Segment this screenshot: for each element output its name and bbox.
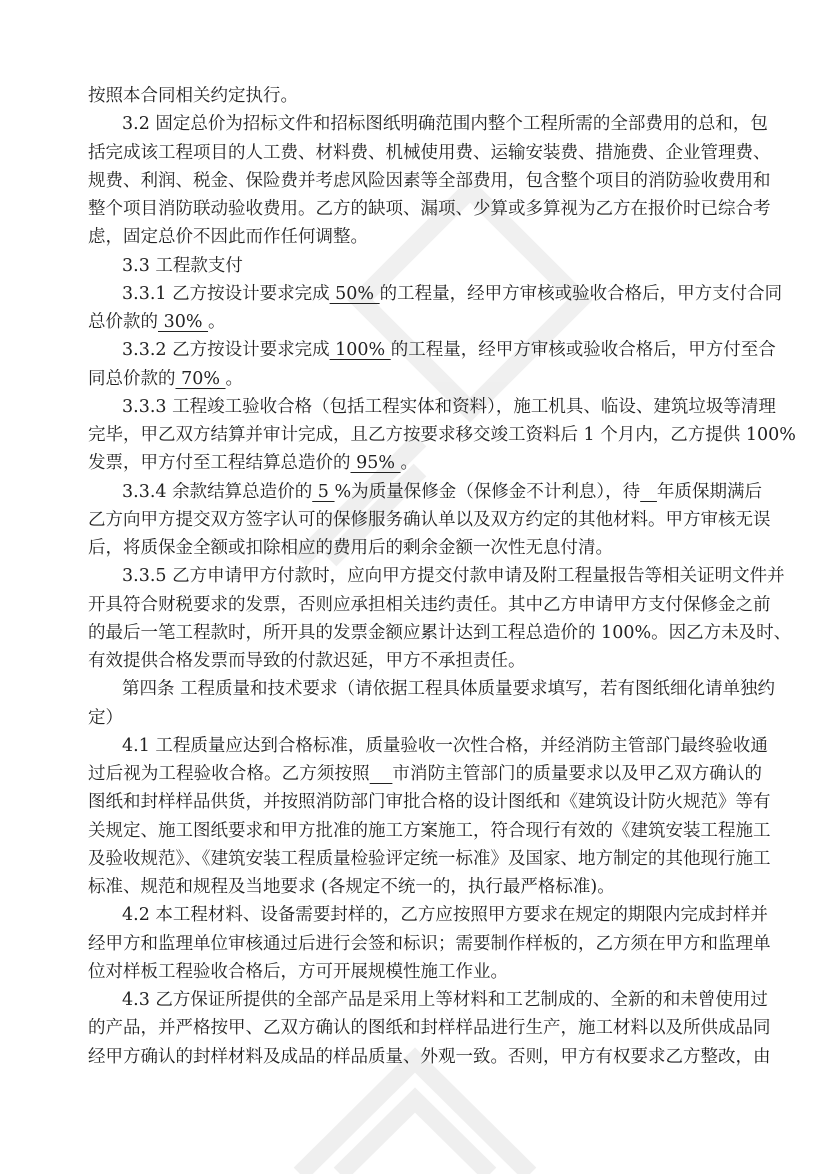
fill-in-blank: 95% xyxy=(350,453,401,474)
text-line xyxy=(88,167,771,195)
text-line xyxy=(88,1014,771,1042)
text-line xyxy=(88,788,771,816)
text-line xyxy=(88,873,762,901)
fill-in-blank: 50% xyxy=(329,283,380,304)
text-segment: 3.3.3 工程竣工验收合格（包括工程实体和资料），施工机具、临设、建筑垃圾等清理 xyxy=(122,396,776,417)
paragraph xyxy=(88,901,771,986)
text-line xyxy=(88,760,762,788)
text-line xyxy=(88,647,762,675)
text-segment: 经甲方和监理单位审核通过后进行会签和标识；需要制作样板的，乙方须在甲方和监理单 xyxy=(88,933,771,954)
text-line xyxy=(88,336,776,364)
paragraph xyxy=(88,336,776,393)
text-line xyxy=(88,195,771,223)
text-line xyxy=(88,986,768,1014)
paragraph xyxy=(88,986,771,1071)
text-segment: 3.2 固定总价为招标文件和招标图纸明确范围内整个工程所需的全部费用的总和，包 xyxy=(122,114,768,135)
text-line xyxy=(88,506,771,534)
text-segment: 。 xyxy=(208,312,226,332)
fill-in-blank: 100% xyxy=(329,340,391,361)
text-segment: 同总价款的 xyxy=(88,368,176,389)
fill-in-blank xyxy=(640,482,657,502)
text-segment: 的工程量，经甲方审核或验收合格后，甲方付至合 xyxy=(390,340,776,361)
fill-in-blank xyxy=(370,764,393,784)
paragraph xyxy=(88,110,771,251)
text-line xyxy=(88,393,776,421)
text-segment: 开具符合财税要求的发票，否则应承担相关违约责任。其中乙方申请甲方支付保修金之前 xyxy=(88,594,771,615)
text-segment: 发票，甲方付至工程结算总造价的 xyxy=(88,453,351,474)
text-line xyxy=(88,365,762,393)
text-segment: 市消防主管部门的质量要求以及甲乙双方确认的 xyxy=(392,764,763,784)
text-line xyxy=(88,478,762,506)
text-segment: 按照本合同相关约定执行。 xyxy=(88,86,298,106)
text-line xyxy=(88,930,771,958)
text-line xyxy=(88,1043,771,1071)
text-segment: 总价款的 xyxy=(88,312,158,332)
text-segment: 。 xyxy=(225,368,244,389)
text-line xyxy=(88,82,762,110)
text-line xyxy=(88,110,768,138)
paragraph xyxy=(88,562,792,675)
text-segment: %为质量保修金（保修金不计利息），待 xyxy=(334,481,641,502)
text-line xyxy=(88,619,792,647)
text-segment: 3.3.2 乙方按设计要求完成 xyxy=(122,340,330,361)
text-segment: 后，将质保金全额或扣除相应的费用后的剩余金额一次性无息付清。 xyxy=(88,538,613,558)
text-line xyxy=(88,704,762,732)
text-line xyxy=(88,252,762,280)
text-segment: 4.1 工程质量应达到合格标准，质量验收一次性合格，并经消防主管部门最终验收通 xyxy=(122,735,768,756)
text-line xyxy=(88,280,783,308)
text-segment: 虑，固定总价不因此而作任何调整。 xyxy=(88,227,368,248)
text-segment: 经甲方确认的封样材料及成品的样品质量、外观一致。否则，甲方有权要求乙方整改，由 xyxy=(88,1046,771,1067)
text-segment: 。 xyxy=(400,453,419,474)
text-segment: 定） xyxy=(88,707,123,728)
paragraph xyxy=(88,478,771,563)
text-line xyxy=(88,958,762,986)
text-segment: 标准、规范和规程及当地要求 (各规定不统一的，执行最严格标准)。 xyxy=(88,877,615,897)
text-segment: 过后视为工程验收合格。乙方须按照 xyxy=(88,764,370,784)
text-segment: 4.3 乙方保证所提供的全部产品是采用上等材料和工艺制成的、全新的和未曾使用过 xyxy=(122,990,768,1010)
text-segment: 位对样板工程验收合格后，方可开展规模性施工作业。 xyxy=(88,961,508,982)
text-segment: 3.3.1 乙方按设计要求完成 xyxy=(122,283,330,304)
text-segment: 乙方向甲方提交双方签字认可的保修服务确认单以及双方约定的其他材料。甲方审核无误 xyxy=(88,509,771,530)
text-segment: 4.2 本工程材料、设备需要封样的，乙方应按照甲方要求在规定的期限内完成封样并 xyxy=(122,905,768,926)
fill-in-blank: 30% xyxy=(158,312,209,332)
text-segment: 第四条 工程质量和技术要求（请依据工程具体质量要求填写，若有图纸细化请单独约 xyxy=(122,679,776,700)
text-segment: 的产品，并严格按甲、乙双方确认的图纸和封样样品进行生产，施工材料以及所供成品同 xyxy=(88,1018,771,1039)
fill-in-blank: 70% xyxy=(175,368,226,389)
paragraph xyxy=(88,732,771,902)
text-line xyxy=(88,675,776,703)
text-line xyxy=(88,421,796,449)
text-segment: 规费、利润、税金、保险费并考虑风险因素等全部费用，包含整个项目的消防验收费用和 xyxy=(88,170,771,191)
text-segment: 图纸和封样样品供货，并按照消防部门审批合格的设计图纸和《建筑设计防火规范》等有 xyxy=(88,792,771,813)
text-segment: 3.3 工程款支付 xyxy=(122,255,243,276)
text-line xyxy=(88,562,785,590)
text-line xyxy=(88,308,762,336)
text-line xyxy=(88,591,771,619)
text-segment: 有效提供合格发票而导致的付款迟延，甲方不承担责任。 xyxy=(88,651,526,671)
document-body xyxy=(88,82,796,1071)
text-segment: 关规定、施工图纸要求和甲方批准的施工方案施工，符合现行有效的《建筑安装工程施工 xyxy=(88,820,771,841)
text-line xyxy=(88,534,762,562)
paragraph xyxy=(88,252,762,280)
text-segment: 3.3.5 乙方申请甲方付款时，应向甲方提交付款申请及附工程量报告等相关证明文件并 xyxy=(122,566,785,587)
fill-in-blank: 5 xyxy=(312,481,335,502)
paragraph xyxy=(88,82,762,110)
paragraph xyxy=(88,393,796,478)
text-segment: 3.3.4 余款结算总造价的 xyxy=(122,481,313,502)
text-line xyxy=(88,845,771,873)
text-segment: 的工程量，经甲方审核或验收合格后，甲方支付合同 xyxy=(379,283,783,304)
text-segment: 的最后一笔工程款时，所开具的发票金额应累计达到工程总造价的 100%。因乙方未及时、 xyxy=(88,622,792,643)
text-line xyxy=(88,449,762,477)
text-line xyxy=(88,901,768,929)
text-segment: 年质保期满后 xyxy=(656,481,762,502)
text-segment: 整个项目消防联动验收费用。乙方的缺项、漏项、少算或多算视为乙方在报价时已综合考 xyxy=(88,199,771,219)
paragraph xyxy=(88,280,783,337)
text-line xyxy=(88,817,771,845)
text-line xyxy=(88,732,768,760)
paragraph xyxy=(88,675,776,732)
text-segment: 及验收规范》、《建筑安装工程质量检验评定统一标准》及国家、地方制定的其他现行施工 xyxy=(88,848,771,869)
text-line xyxy=(88,223,762,251)
text-segment: 括完成该工程项目的人工费、材料费、机械使用费、运输安装费、措施费、企业管理费、 xyxy=(88,142,771,163)
text-segment: 完毕，甲乙双方结算并审计完成，且乙方按要求移交竣工资料后 1 个月内，乙方提供 100% xyxy=(88,425,796,445)
text-line xyxy=(88,139,771,167)
